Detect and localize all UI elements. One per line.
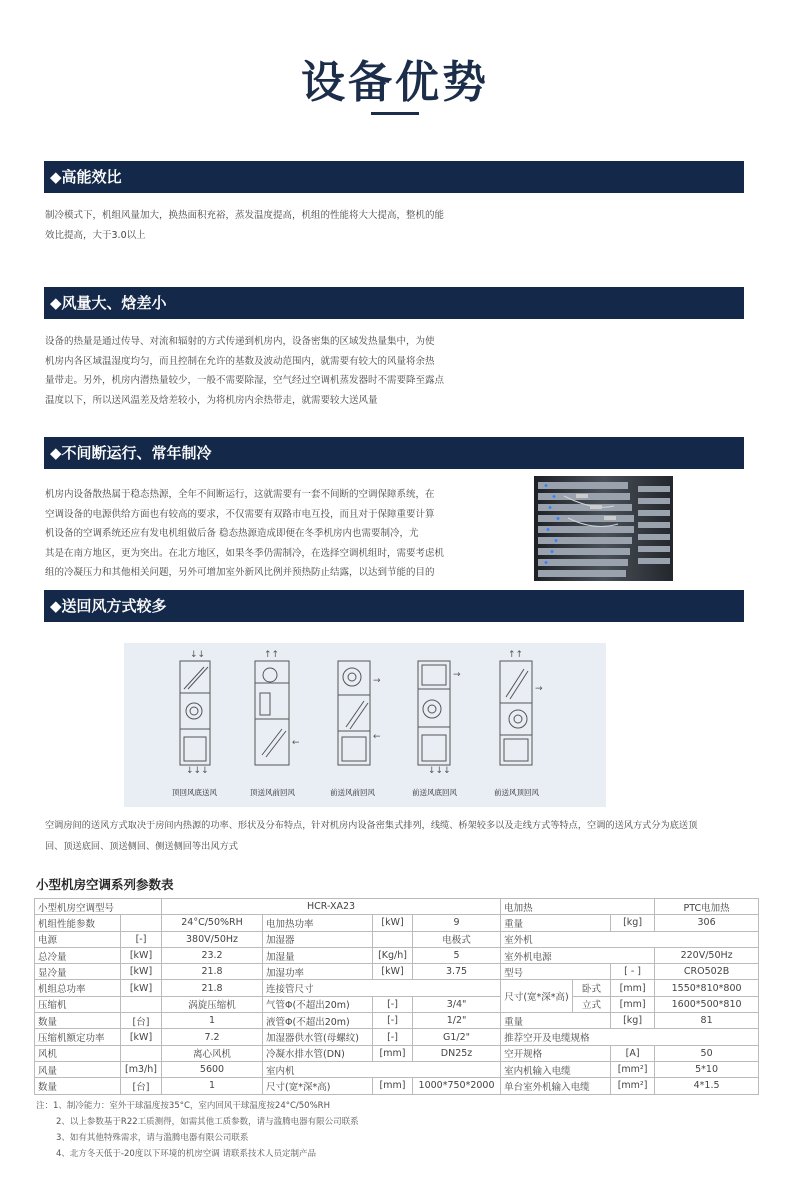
text-line: 组的冷凝压力和其他相关问题，另外可增加室外新风比例并预热防止结露，以达到节能的目的: [45, 567, 435, 578]
table-row: 电源 [-] 380V/50Hz 加湿器 电极式 室外机: [35, 931, 759, 947]
section-text-airflow: [45, 332, 475, 410]
diagram-label: 前送风顶回风: [494, 788, 539, 797]
diagram-label: 前送风前回风: [330, 788, 375, 797]
section-heading-airflow-modes: ◆送回风方式较多: [44, 590, 744, 622]
table-row: 风量 [m3/h] 5600 室内机 室内机输入电缆 [mm²] 5*10: [35, 1061, 759, 1077]
text-line: 效比提高，大于3.0以上: [45, 229, 146, 241]
svg-text:→: →: [453, 670, 461, 680]
text-line: 制冷模式下，机组风量加大，换热面积充裕，蒸发温度提高，机组的性能将大大提高，整机的能: [45, 210, 445, 221]
svg-text:←: ←: [292, 738, 300, 748]
text-line: 温度以下，所以送风温差及焓差较小，为将机房内余热带走，就需要较大送风量: [45, 394, 378, 406]
table-row: 压缩机额定功率 [kW] 7.2 加湿器供水管(母螺纹) [-] G1/2" 推荐空开及电缆规格: [35, 1029, 759, 1045]
footnote: 注：1、制冷能力：室外干球温度按35°C，室内回风干球温度按24°C/50%RH: [36, 1101, 330, 1111]
svg-text:→: →: [373, 676, 381, 686]
text-line: 回、顶送底回、顶送侧回、侧送侧回等出风方式: [45, 841, 238, 852]
text-line: 其是在南方地区，更为突出。在北方地区，如果冬季仍需制冷，在选择空调机组时，需要考虑机: [45, 547, 445, 559]
svg-text:↓↓↓: ↓↓↓: [428, 766, 451, 776]
footnote: 2、以上参数基于R22工质测得，如需其他工质参数，请与滥腾电器有限公司联系: [56, 1117, 359, 1127]
footnote: 3、如有其他特殊需求，请与滥腾电器有限公司联系: [56, 1133, 249, 1143]
diagram-label: 顶回风底送风: [172, 788, 217, 797]
section-text-efficiency: [45, 206, 465, 245]
diagram-label: 顶送风前回风: [250, 788, 295, 797]
table-row: 机组总功率 [kW] 21.8 连接管尺寸 尺寸(宽*深*高) 卧式 [mm] 1550*810*800: [35, 980, 759, 996]
text-line: 空调设备的电源供给方面也有较高的要求，不仅需要有双路市电互投，而且对于保障重要计算: [45, 508, 435, 520]
table-row: 压缩机 涡旋压缩机 气管Φ(不超出20m) [-] 3/4" 立式 [mm] 1600*500*810: [35, 996, 759, 1012]
text-line: 机设备的空调系统还应有发电机组做后备 稳态热源造成即便在冬季机房内也需要制冷，尤: [45, 528, 419, 539]
table-row: 数量 [台] 1 液管Φ(不超出20m) [-] 1/2" 重量 [kg] 81: [35, 1013, 759, 1029]
table-title: 小型机房空调系列参数表: [36, 877, 174, 892]
page-title: 设备优势: [301, 57, 489, 108]
diagram-label: 前送风底回风: [412, 788, 457, 797]
section-heading-efficiency: ◆高能效比: [44, 161, 744, 193]
text-line: 机房内设备散热属于稳态热源，全年不间断运行，这就需要有一套不间断的空调保障系统，在: [45, 489, 435, 500]
server-rack-photo: [534, 476, 673, 581]
text-line: 设备的热量是通过传导、对流和辐射的方式传递到机房内，设备密集的区域发热量集中，为使: [45, 336, 435, 347]
section-text-airflow-modes: [45, 815, 765, 857]
airflow-diagram: [124, 643, 606, 807]
svg-text:←: ←: [373, 732, 381, 742]
footnotes: [36, 1098, 359, 1162]
table-row: 总冷量 [kW] 23.2 加湿量 [Kg/h] 5 室外机电源 220V/50Hz: [35, 947, 759, 963]
svg-text:→: →: [535, 684, 543, 694]
text-line: 机房内各区域温湿度均匀，而且控制在允许的基数及波动范围内，就需要有较大的风量将余热: [45, 355, 435, 367]
table-row: 风机 离心风机 冷凝水排水管(DN) [mm] DN25z 空开规格 [A] 50: [35, 1045, 759, 1061]
table-row: 数量 [台] 1 尺寸(宽*深*高) [mm] 1000*750*2000 单台室外机输入电缆 [mm²] 4*1.5: [35, 1078, 759, 1094]
spec-table: [34, 898, 759, 1095]
section-heading-airflow: ◆风量大、焓差小: [44, 287, 744, 319]
svg-text:↑↑: ↑↑: [264, 650, 280, 660]
svg-text:↓↓↓: ↓↓↓: [186, 766, 209, 776]
table-row: 小型机房空调型号 HCR-XA23 电加热 PTC电加热: [35, 899, 759, 915]
svg-text:↓↓: ↓↓: [190, 650, 206, 660]
table-row: 显冷量 [kW] 21.8 加湿功率 [kW] 3.75 型号 [ - ] CRO502B: [35, 964, 759, 980]
section-heading-continuous: ◆不间断运行、常年制冷: [44, 437, 744, 469]
table-row: 机组性能参数 24°C/50%RH 电加热功率 [kW] 9 重量 [kg] 306: [35, 915, 759, 931]
svg-text:↑↑: ↑↑: [508, 650, 524, 660]
footnote: 4、北方冬天低于-20度以下环境的机房空调 请联系技术人员定制产品: [56, 1149, 316, 1159]
title-underline: [371, 112, 419, 115]
text-line: 空调房间的送风方式取决于房间内热源的功率、形状及分布特点，针对机房内设备密集式排列，线缆、桥架较多以及走线方式等特点，空调的送风方式分为底送顶: [45, 820, 698, 831]
section-text-continuous: [45, 485, 505, 583]
text-line: 量带走。另外，机房内潜热量较少，一般不需要除湿，空气经过空调机蒸发器时不需要降至露点: [45, 375, 445, 386]
